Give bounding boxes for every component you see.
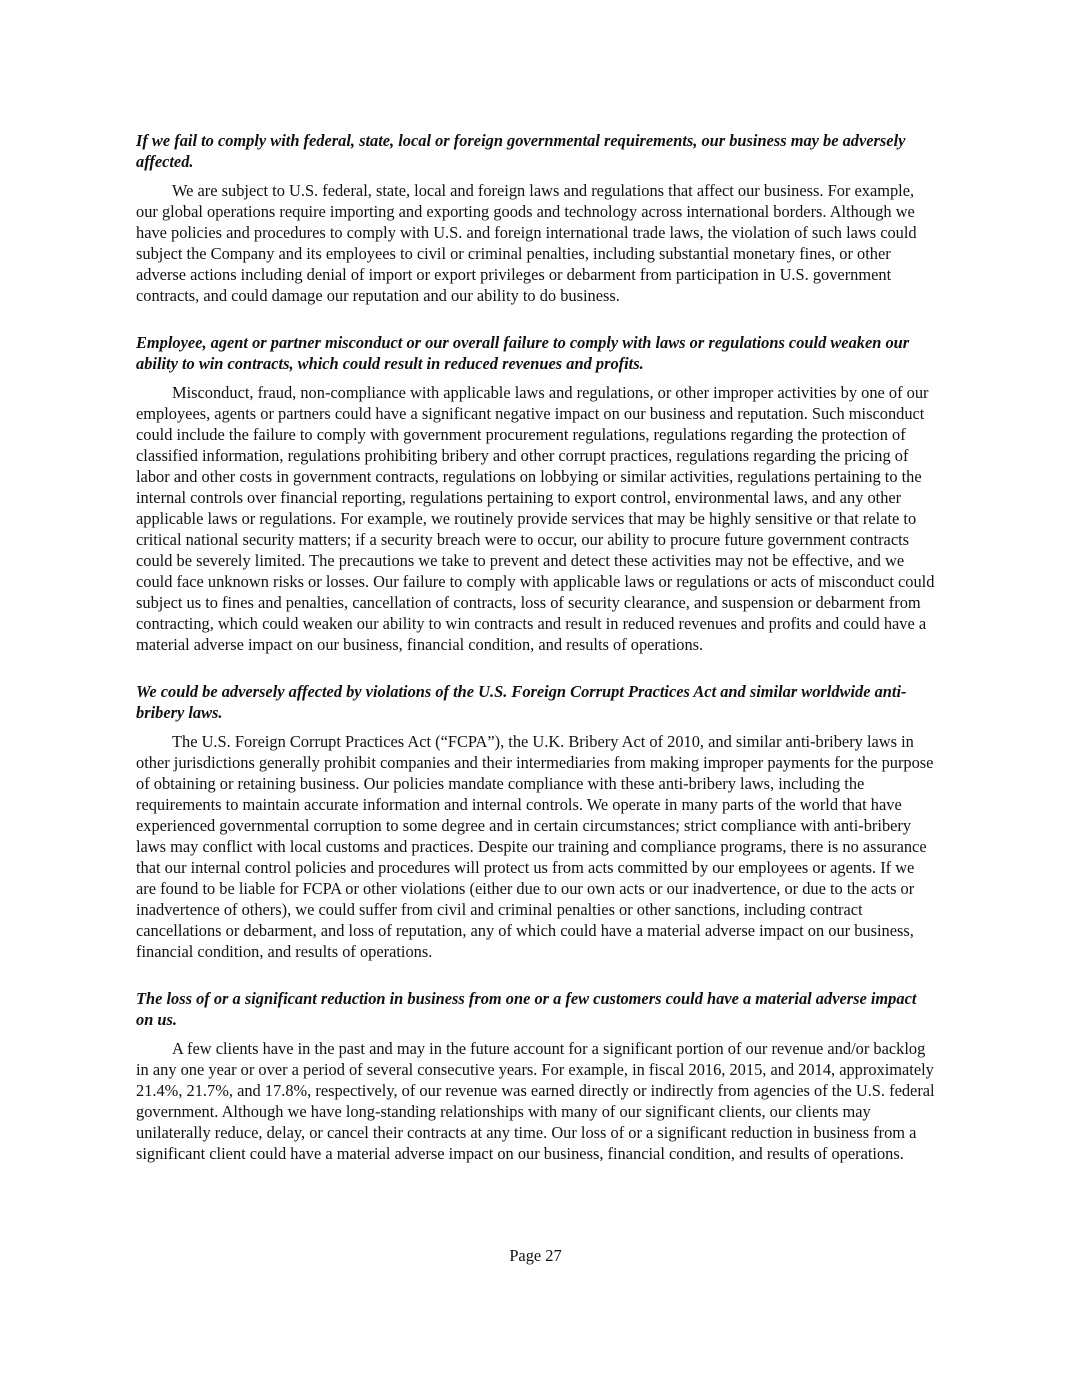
section-heading: If we fail to comply with federal, state, local or foreign governmental requirements, our business may be adversely affected. [136,131,906,171]
section-heading: We could be adversely affected by violations of the U.S. Foreign Corrupt Practices Act and similar worldwide anti-bribery laws. [136,682,907,722]
page-number: Page 27 [509,1246,562,1265]
section-body: The U.S. Foreign Corrupt Practices Act (“FCPA”), the U.K. Bribery Act of 2010, and similar anti-bribery laws in other jurisdictions generally prohibit companies and their intermediaries from making improper payments for the purpose of obtaining or retaining business. Our policies mandate compliance with these anti-bribery laws, including the requirements to maintain accurate information and internal controls. We operate in many parts of the world that have experienced governmental corruption to some degree and in certain circumstances; strict compliance with anti-bribery laws may conflict with local customs and practices. Despite our training and compliance programs, there is no assurance that our internal control policies and procedures will protect us from acts committed by our employees or agents. If we are found to be liable for FCPA or other violations (either due to our own acts or our inadvertence, or due to the acts or inadvertence of others), we could suffer from civil and criminal penalties or other sanctions, including contract cancellations or debarment, and loss of reputation, any of which could have a material adverse impact on our business, financial condition, and results of operations. [136,732,934,961]
section-body: A few clients have in the past and may in the future account for a significant portion of our revenue and/or backlog in any one year or over a period of several consecutive years. For example, in fiscal 2016, 2015, and 2014, approximately 21.4%, 21.7%, and 17.8%, respectively, of our revenue was earned directly or indirectly from agencies of the U.S. federal government. Although we have long-standing relationships with many of our significant clients, our clients may unilaterally reduce, delay, or cancel their contracts at any time. Our loss of or a significant reduction in business from a significant client could have a material adverse impact on our business, financial condition, and results of operations. [136,1039,935,1163]
section-heading: Employee, agent or partner misconduct or our overall failure to comply with laws or regulations could weaken our ability to win contracts, which could result in reduced revenues and profits. [136,333,910,373]
section-body: We are subject to U.S. federal, state, local and foreign laws and regulations that affect our business. For example, our global operations require importing and exporting goods and technology across international borders. Although we have policies and procedures to comply with U.S. and foreign international trade laws, the violation of such laws could subject the Company and its employees to civil or criminal penalties, including substantial monetary fines, or other adverse actions including denial of import or export privileges or debarment from participation in U.S. government contracts, and could damage our reputation and our ability to do business. [136,181,917,305]
section-heading: The loss of or a significant reduction in business from one or a few customers could have a material adverse impact on us. [136,989,917,1029]
risk-section-misconduct [136,332,936,655]
risk-section-compliance [136,130,936,306]
document-page [136,130,936,1190]
section-body: Misconduct, fraud, non-compliance with applicable laws and regulations, or other improper activities by one of our employees, agents or partners could have a significant negative impact on our business and reputation. Such misconduct could include the failure to comply with government procurement regulations, regulations regarding the protection of classified information, regulations prohibiting bribery and other corrupt practices, regulations regarding the pricing of labor and other costs in government contracts, regulations on lobbying or similar activities, regulations pertaining to the internal controls over financial reporting, regulations pertaining to export control, environmental laws, and any other applicable laws or regulations. For example, we routinely provide services that may be highly sensitive or that relate to critical national security matters; if a security breach were to occur, our ability to procure future government contracts could be severely limited. The precautions we take to prevent and detect these activities may not be effective, and we could face unknown risks or losses. Our failure to comply with applicable laws or regulations or acts of misconduct could subject us to fines and penalties, cancellation of contracts, loss of security clearance, and suspension or debarment from contracting, which could weaken our ability to win contracts and result in reduced revenues and profits and could have a material adverse impact on our business, financial condition, and results of operations. [136,383,935,654]
risk-section-fcpa [136,681,936,962]
risk-section-customers [136,988,936,1164]
